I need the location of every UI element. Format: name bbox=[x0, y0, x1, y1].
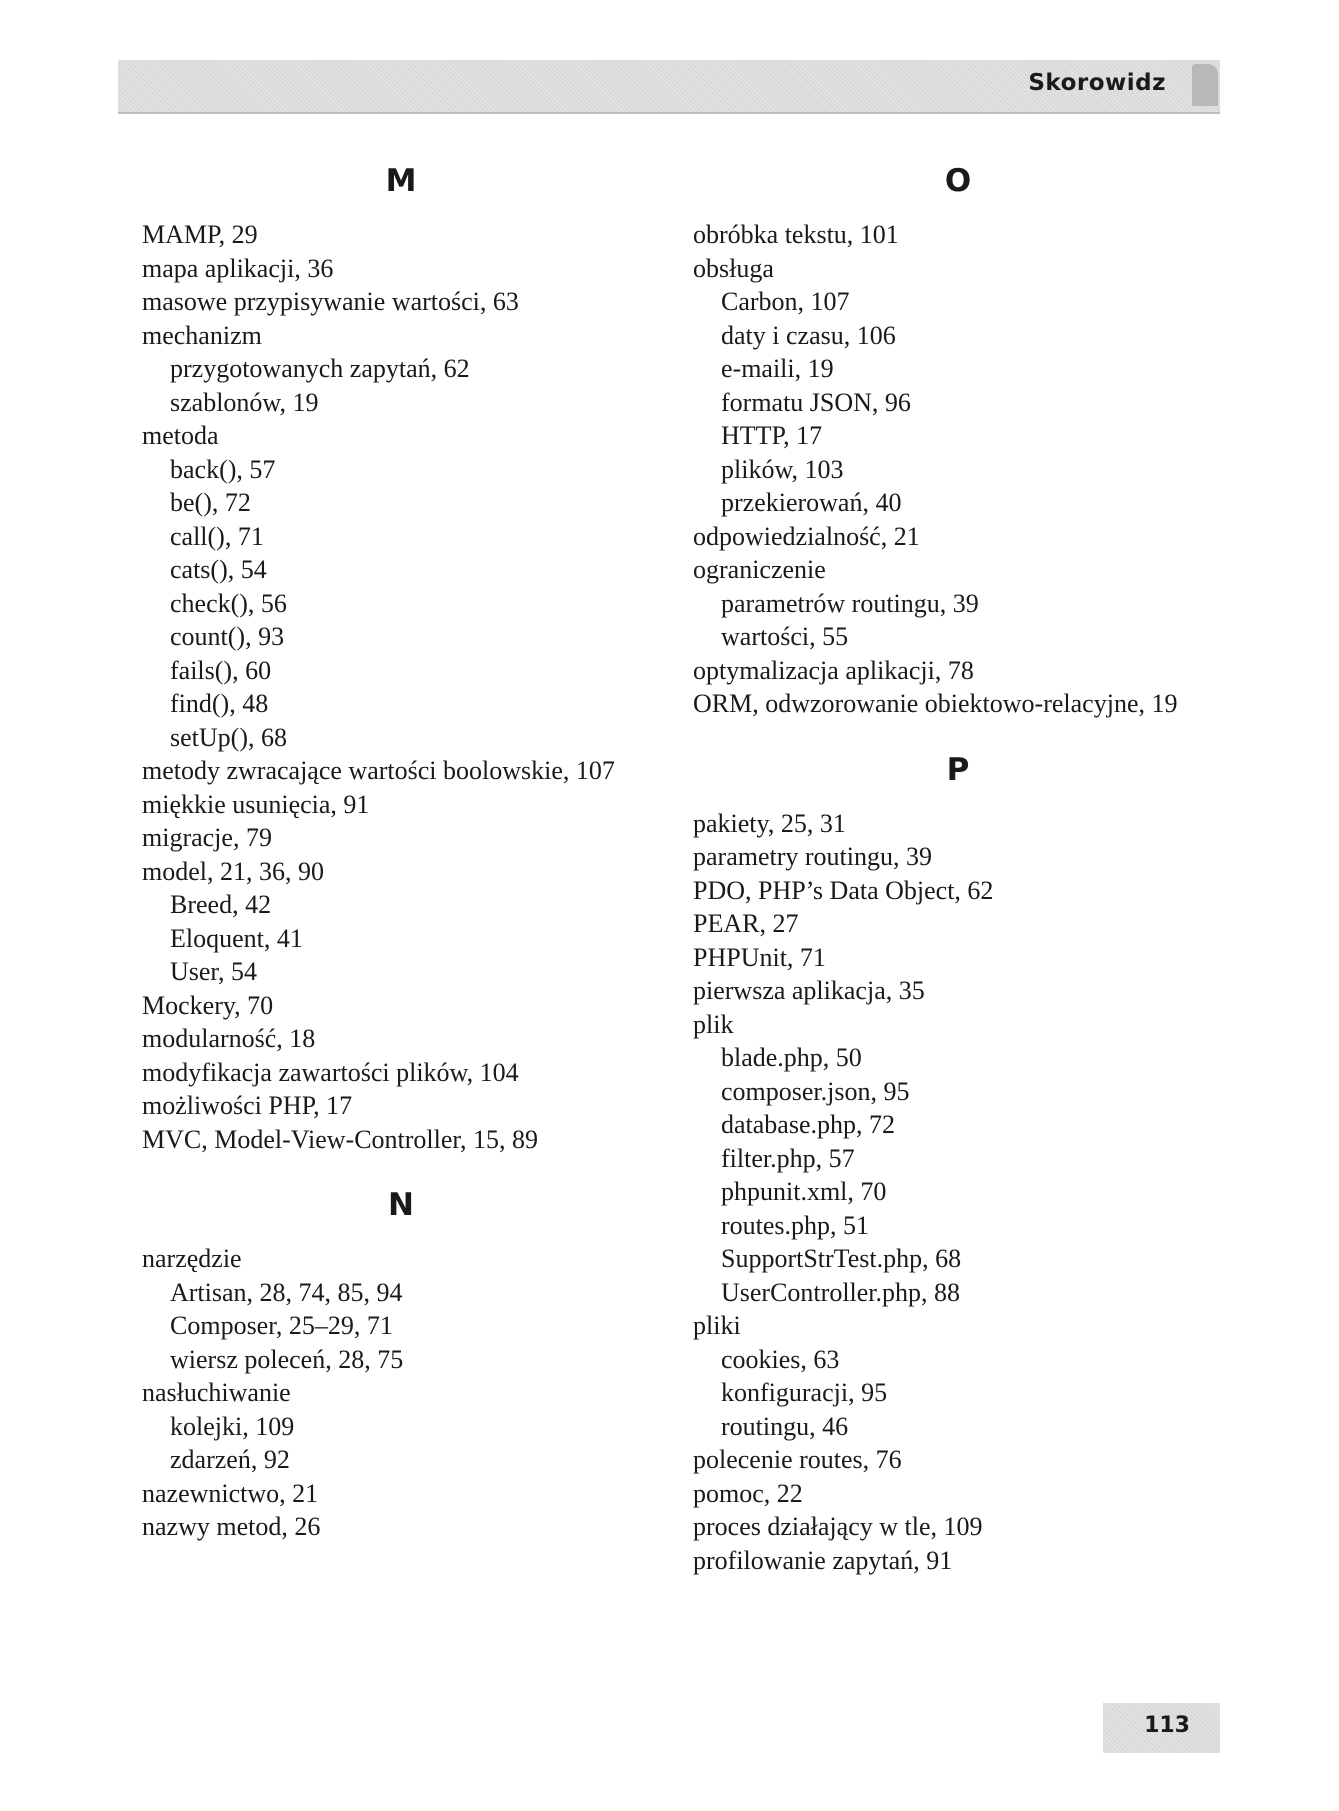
index-subentry: be(), 72 bbox=[170, 488, 251, 517]
index-subentry: cats(), 54 bbox=[170, 555, 267, 584]
index-subentry: find(), 48 bbox=[170, 689, 269, 718]
index-subentry: User, 54 bbox=[170, 957, 258, 986]
index-subentry: filter.php, 57 bbox=[721, 1143, 855, 1173]
index-entry: PHPUnit, 71 bbox=[693, 942, 826, 972]
index-entry: metody zwracające wartości boolowskie, 107 bbox=[142, 756, 615, 785]
index-entry: PEAR, 27 bbox=[693, 909, 799, 938]
index-subentry: Artisan, 28, 74, 85, 94 bbox=[170, 1277, 403, 1307]
index-subentry: routes.php, 51 bbox=[721, 1210, 870, 1240]
index-entry: nazewnictwo, 21 bbox=[142, 1478, 319, 1508]
index-subentry: Composer, 25–29, 71 bbox=[170, 1311, 393, 1340]
section-letter-p: P bbox=[946, 751, 970, 788]
index-subentry: setUp(), 68 bbox=[170, 722, 287, 752]
index-subentry: przekierowań, 40 bbox=[721, 488, 902, 517]
index-entry: obsługa bbox=[693, 253, 774, 283]
section-spacer bbox=[693, 721, 1253, 749]
index-entry: MAMP, 29 bbox=[142, 220, 258, 249]
section-spacer bbox=[142, 1156, 682, 1184]
section-letter-n: N bbox=[388, 1187, 414, 1223]
page-number-tab bbox=[1103, 1703, 1220, 1753]
index-entry: nazwy metod, 26 bbox=[142, 1512, 321, 1541]
page-number: 113 bbox=[1144, 1713, 1190, 1738]
index-subentry: e-maili, 19 bbox=[721, 354, 834, 383]
index-entry: profilowanie zapytań, 91 bbox=[693, 1545, 953, 1575]
index-entry: ORM, odwzorowanie obiektowo-relacyjne, 19 bbox=[693, 689, 1178, 718]
index-column-right bbox=[693, 160, 1253, 1577]
index-subentry: call(), 71 bbox=[170, 521, 264, 551]
running-header-title: Skorowidz bbox=[1028, 70, 1166, 96]
index-subentry: Breed, 42 bbox=[170, 890, 272, 919]
index-entry: plik bbox=[693, 1009, 734, 1039]
index-entry: PDO, PHP’s Data Object, 62 bbox=[693, 875, 994, 905]
index-subentry: kolejki, 109 bbox=[170, 1411, 295, 1441]
index-entry: model, 21, 36, 90 bbox=[142, 856, 324, 886]
index-entry: narzędzie bbox=[142, 1244, 242, 1273]
index-subentry: wartości, 55 bbox=[721, 622, 849, 651]
index-entry: ograniczenie bbox=[693, 555, 826, 584]
index-entry: Mockery, 70 bbox=[142, 990, 274, 1020]
index-subentry: back(), 57 bbox=[170, 454, 276, 484]
index-subentry: cookies, 63 bbox=[721, 1344, 840, 1374]
index-subentry: check(), 56 bbox=[170, 588, 287, 618]
running-header bbox=[118, 60, 1220, 114]
index-subentry: SupportStrTest.php, 68 bbox=[721, 1244, 962, 1273]
index-entry: możliwości PHP, 17 bbox=[142, 1091, 353, 1120]
index-subentry: zdarzeń, 92 bbox=[170, 1445, 290, 1474]
index-entry: pomoc, 22 bbox=[693, 1478, 803, 1508]
index-entry: polecenie routes, 76 bbox=[693, 1445, 902, 1474]
index-subentry: formatu JSON, 96 bbox=[721, 387, 911, 417]
index-entry: miękkie usunięcia, 91 bbox=[142, 789, 370, 819]
index-subentry: Carbon, 107 bbox=[721, 287, 850, 316]
index-subentry: Eloquent, 41 bbox=[170, 923, 303, 953]
index-subentry: parametrów routingu, 39 bbox=[721, 588, 979, 618]
index-subentry: fails(), 60 bbox=[170, 655, 272, 685]
index-subentry: database.php, 72 bbox=[721, 1110, 896, 1139]
section-letter-o: O bbox=[944, 163, 972, 199]
index-entry: metoda bbox=[142, 421, 219, 450]
index-entry: MVC, Model-View-Controller, 15, 89 bbox=[142, 1124, 539, 1154]
index-entry: pakiety, 25, 31 bbox=[693, 808, 846, 838]
index-subentry: phpunit.xml, 70 bbox=[721, 1177, 887, 1206]
index-entry: masowe przypisywanie wartości, 63 bbox=[142, 287, 519, 316]
index-entry: optymalizacja aplikacji, 78 bbox=[693, 655, 974, 685]
index-entry: modyfikacja zawartości plików, 104 bbox=[142, 1057, 519, 1087]
index-entry: proces działający w tle, 109 bbox=[693, 1512, 983, 1541]
section-letter-m: M bbox=[385, 163, 417, 199]
index-subentry: count(), 93 bbox=[170, 622, 285, 651]
index-entry: modularność, 18 bbox=[142, 1024, 316, 1053]
index-subentry: UserController.php, 88 bbox=[721, 1277, 961, 1307]
index-subentry: composer.json, 95 bbox=[721, 1076, 910, 1106]
index-entry: parametry routingu, 39 bbox=[693, 842, 932, 871]
index-subentry: daty i czasu, 106 bbox=[721, 320, 896, 350]
index-entry: nasłuchiwanie bbox=[142, 1378, 291, 1407]
index-subentry: blade.php, 50 bbox=[721, 1043, 862, 1072]
index-subentry: wiersz poleceń, 28, 75 bbox=[170, 1344, 404, 1374]
index-entry: migracje, 79 bbox=[142, 823, 272, 852]
index-entry: pierwsza aplikacja, 35 bbox=[693, 976, 925, 1005]
index-subentry: konfiguracji, 95 bbox=[721, 1378, 888, 1407]
index-entry: mapa aplikacji, 36 bbox=[142, 253, 334, 283]
header-thumb-tab bbox=[1192, 64, 1218, 106]
index-subentry: przygotowanych zapytań, 62 bbox=[170, 354, 470, 383]
index-entry: mechanizm bbox=[142, 320, 262, 350]
index-entry: obróbka tekstu, 101 bbox=[693, 220, 899, 249]
index-subentry: routingu, 46 bbox=[721, 1411, 849, 1441]
index-subentry: szablonów, 19 bbox=[170, 387, 319, 417]
index-column-left bbox=[142, 160, 682, 1544]
index-entry: odpowiedzialność, 21 bbox=[693, 521, 920, 551]
index-entry: pliki bbox=[693, 1311, 741, 1340]
index-subentry: HTTP, 17 bbox=[721, 421, 823, 450]
index-subentry: plików, 103 bbox=[721, 454, 844, 484]
